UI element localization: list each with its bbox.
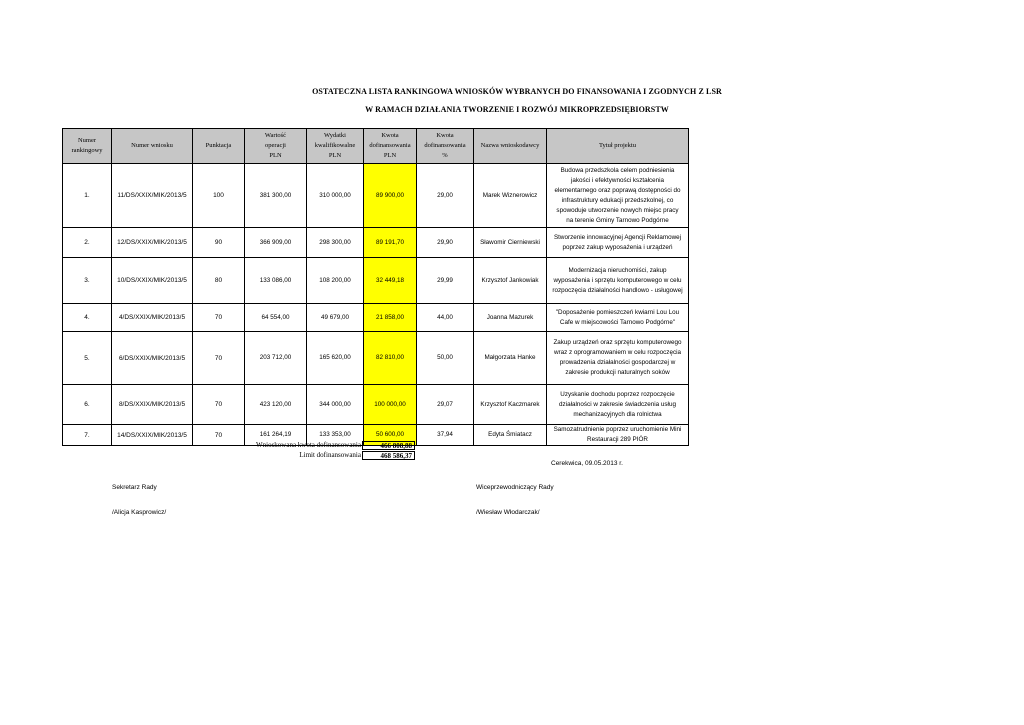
signature-role-left: Sekretarz Rady: [112, 484, 157, 491]
cell-project-title: Zakup urządzeń oraz sprzętu komputerowego wraz z oprogramowaniem w celu rozpoczęcia prowadzenia działalności gospodarczej w zakresie produkcji naturalnych soków: [547, 332, 689, 385]
cell-funding-amount: 89 191,70: [364, 228, 417, 258]
signature-name-left: /Alicja Kasprowicz/: [112, 509, 167, 516]
cell-funding-percent: 44,00: [417, 304, 474, 332]
cell-applicant: Edyta Śmiatacz: [474, 425, 547, 446]
table-row: [63, 304, 689, 332]
cell-funding-percent: 29,90: [417, 228, 474, 258]
cell-funding-amount: 50 600,00: [364, 425, 417, 446]
cell-ranking-no: 4.: [63, 304, 112, 332]
cell-funding-amount: 89 900,00: [364, 164, 417, 228]
cell-operation-value: 161 264,19: [245, 425, 307, 446]
cell-funding-percent: 29,99: [417, 258, 474, 304]
place-date: Cerekwica, 09.05.2013 r.: [551, 460, 623, 467]
cell-eligible-costs: 298 300,00: [307, 228, 364, 258]
funding-limit-label: Limit dofinansowania: [299, 451, 361, 459]
requested-funding-label: Wnioskowana kwota dofinansowania: [256, 441, 361, 449]
cell-operation-value: 203 712,00: [245, 332, 307, 385]
cell-eligible-costs: 108 200,00: [307, 258, 364, 304]
header-ranking-no: Numer rankingowy: [63, 129, 112, 164]
cell-funding-amount: 21 858,00: [364, 304, 417, 332]
cell-operation-value: 64 554,00: [245, 304, 307, 332]
cell-points: 70: [193, 332, 245, 385]
cell-project-title: Budowa przedszkola celem podniesienia jakości i efektywności kształcenia elementarnego oraz poprawą dostępności do infrastruktury edukacji przedszkolnej, co spowoduje utworzenie nowych miejsc pracy na terenie Gminy Tarnowo Podgórne: [547, 164, 689, 228]
header-funding-percent: Kwota dofinansowania %: [417, 129, 474, 164]
cell-points: 70: [193, 385, 245, 425]
cell-funding-percent: 29,07: [417, 385, 474, 425]
cell-operation-value: 366 909,00: [245, 228, 307, 258]
cell-funding-percent: 29,00: [417, 164, 474, 228]
cell-applicant: Małgorzata Hanke: [474, 332, 547, 385]
cell-application-no: 12/DS/XXIX/MIK/2013/5: [112, 228, 193, 258]
header-eligible-costs: Wydatki kwalifikowalne PLN: [307, 129, 364, 164]
cell-application-no: 14/DS/XXIX/MIK/2013/5: [112, 425, 193, 446]
ranking-table: [62, 128, 689, 446]
cell-eligible-costs: 165 620,00: [307, 332, 364, 385]
cell-points: 70: [193, 304, 245, 332]
header-application-no: Numer wniosku: [112, 129, 193, 164]
cell-ranking-no: 7.: [63, 425, 112, 446]
cell-funding-amount: 32 449,18: [364, 258, 417, 304]
cell-points: 80: [193, 258, 245, 304]
header-funding-amount: Kwota dofinansowania PLN: [364, 129, 417, 164]
cell-application-no: 4/DS/XXIX/MIK/2013/5: [112, 304, 193, 332]
cell-funding-amount: 82 810,00: [364, 332, 417, 385]
cell-applicant: Marek Wiznerowicz: [474, 164, 547, 228]
cell-ranking-no: 3.: [63, 258, 112, 304]
cell-operation-value: 133 086,00: [245, 258, 307, 304]
cell-project-title: Modernizacja nieruchomiści, zakup wyposażenia i sprzętu komputerowego w celu rozpoczęcia działalności handlowo - usługowej: [547, 258, 689, 304]
cell-project-title: Samozatrudnienie poprzez uruchomienie Mini Restauracji 289 PIÓR: [547, 425, 689, 446]
table-row: [63, 385, 689, 425]
signature-role-right: Wiceprzewodniczący Rady: [476, 484, 554, 491]
cell-applicant: Sławomir Cierniewski: [474, 228, 547, 258]
cell-ranking-no: 6.: [63, 385, 112, 425]
cell-application-no: 10/DS/XXIX/MIK/2013/5: [112, 258, 193, 304]
header-project-title: Tytuł projektu: [547, 129, 689, 164]
header-operation-value: Wartość operacji PLN: [245, 129, 307, 164]
table-row: [63, 164, 689, 228]
funding-limit-value: 468 586,37: [362, 451, 415, 460]
cell-funding-amount: 100 000,00: [364, 385, 417, 425]
cell-points: 90: [193, 228, 245, 258]
cell-points: 100: [193, 164, 245, 228]
table-header-row: [63, 129, 689, 164]
cell-project-title: Stworzenie innowacyjnej Agencji Reklamowej poprzez zakup wyposażenia i urządzeń: [547, 228, 689, 258]
document-title: OSTATECZNA LISTA RANKINGOWA WNIOSKÓW WYBRANYCH DO FINANSOWANIA I ZGODNYCH Z LSR: [312, 87, 722, 96]
cell-funding-percent: 50,00: [417, 332, 474, 385]
cell-ranking-no: 5.: [63, 332, 112, 385]
cell-points: 70: [193, 425, 245, 446]
table-row: [63, 258, 689, 304]
cell-applicant: Krzysztof Jankowiak: [474, 258, 547, 304]
cell-funding-percent: 37,94: [417, 425, 474, 446]
cell-application-no: 6/DS/XXIX/MIK/2013/5: [112, 332, 193, 385]
signature-name-right: /Wiesław Włodarczak/: [476, 509, 540, 516]
cell-eligible-costs: 133 353,00: [307, 425, 364, 446]
cell-operation-value: 381 300,00: [245, 164, 307, 228]
cell-application-no: 8/DS/XXIX/MIK/2013/5: [112, 385, 193, 425]
cell-eligible-costs: 344 000,00: [307, 385, 364, 425]
cell-eligible-costs: 49 679,00: [307, 304, 364, 332]
header-points: Punktacja: [193, 129, 245, 164]
cell-operation-value: 423 120,00: [245, 385, 307, 425]
cell-ranking-no: 1.: [63, 164, 112, 228]
cell-ranking-no: 2.: [63, 228, 112, 258]
cell-project-title: "Doposażenie pomieszczeń kwiarni Lou Lou Cafe w miejscowości Tarnowo Podgórne": [547, 304, 689, 332]
cell-eligible-costs: 310 000,00: [307, 164, 364, 228]
cell-application-no: 11/DS/XXIX/MIK/2013/5: [112, 164, 193, 228]
table-row: [63, 228, 689, 258]
document-subtitle: W RAMACH DZIAŁANIA TWORZENIE I ROZWÓJ MIKROPRZEDSIĘBIORSTW: [365, 105, 669, 114]
cell-applicant: Krzysztof Kaczmarek: [474, 385, 547, 425]
cell-project-title: Uzyskanie dochodu poprzez rozpoczęcie działalności w zakresie świadczenia usług mechanizacyjnych dla rolnictwa: [547, 385, 689, 425]
header-applicant: Nazwa wnioskodawcy: [474, 129, 547, 164]
cell-applicant: Joanna Mazurek: [474, 304, 547, 332]
table-row: [63, 332, 689, 385]
requested-funding-value: 466 808,88: [362, 441, 415, 450]
